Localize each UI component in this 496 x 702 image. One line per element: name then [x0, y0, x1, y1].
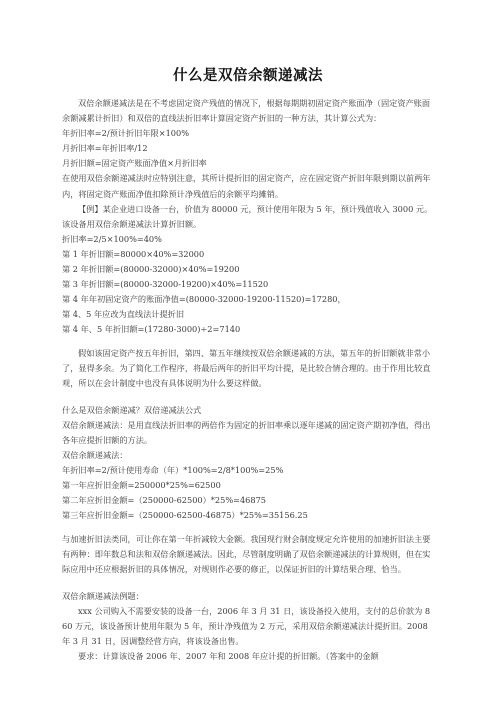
- document-body: [62, 96, 434, 664]
- paragraph-exercise: xxx 公司购入不需要安装的设备一台，2006 年 3 月 31 日，该设备投入使用，支付的总价款为 860 万元，该设备预计使用年限为 5 年，预计净残值为 2 万元，采用双倍余额递减法计提折旧。2008 年 3 月 31 日，因调整经营方向，将该设备出售。: [62, 605, 431, 647]
- subheading-exercise: 双倍余额递减法例题：: [62, 590, 144, 601]
- paragraph-example: 【例】某企业进口设备一台，价值为 80000 元，预计使用年限为 5 年，预计残值收入 3000 元。该设备用双倍余额递减法计算折旧额。: [62, 203, 433, 229]
- section-heading: 什么是双倍余额递减？双倍递减法公式: [62, 404, 202, 415]
- example-year-4-5-amount: 第 4 年、5 年折旧额=(17280-3000)÷2=7140: [62, 324, 241, 335]
- example-year-1: 第 1 年折旧额=80000×40%=32000: [62, 248, 205, 259]
- example-year-3: 第 3 年折旧额=(80000-32000-19200)×40%=11520: [62, 279, 269, 290]
- formula-monthly-rate: 月折旧率=年折旧率/12: [62, 143, 148, 154]
- example-year-4-5-method: 第 4、5 年应改为直线法计提折旧: [62, 309, 185, 320]
- paragraph-requirement: 要求：计算该设备 2006 年、2007 年和 2008 年应计提的折旧额。（答案中的金额: [78, 651, 379, 662]
- paragraph-definition: 双倍余额递减法：是用直线法折旧率的两倍作为固定的折旧率乘以逐年递减的固定资产期初净值，得出各年应提折旧额的方法。: [62, 419, 431, 445]
- example-rate: 折旧率=2/5×100%=40%: [62, 233, 162, 244]
- subheading-method: 双倍余额递减法：: [62, 450, 128, 461]
- paragraph-intro: 双倍余额递减法是在不考虑固定资产残值的情况下，根据每期期初固定资产账面净（固定资产账面余额减累计折旧）和双倍的直线法折旧率计算固定资产折旧的一种方法，其计算公式为：: [62, 98, 431, 124]
- formula-annual-rate: 年折旧率=2/预计折旧年限×100%: [62, 128, 189, 139]
- document-title: 什么是双倍余额递减法: [173, 68, 323, 84]
- example-year-4-net: 第 4 年年初固定资产的账面净值=(80000-32000-19200-11520)=17280，: [62, 294, 346, 305]
- example-year-2: 第 2 年折旧额=(80000-32000)×40%=19200: [62, 264, 240, 275]
- paragraph-accelerated: 与加速折旧法类同，可让你在第一年折减较大金额。我国现行财会制度规定允许使用的加速折旧法主要有两种：即年数总和法和双倍余额递减法。因此，尽管制度明确了双倍余额递减法的计算规则，但在实际应用中还应根据折旧的具体情况，对规则作必要的修正，以保证折旧的计算结果合理、恰当。: [62, 533, 431, 574]
- formula-year-one: 第一年应折旧金额=250000*25%=62500: [62, 480, 221, 491]
- formula-year-two: 第二年应折旧金额=（250000-62500）*25%=46875: [62, 495, 267, 506]
- paragraph-note: 在使用双倍余额递减法时应特别注意，其所计提折旧的固定资产，应在固定资产折旧年限到期以前两年内，将固定资产账面净值扣除预计净残值后的余额平均摊销。: [62, 173, 431, 199]
- formula-year-three: 第三年应折旧金额=（250000-62500-46875）*25%=35156.25: [62, 510, 308, 521]
- formula-rate-example: 年折旧率=2/预计使用寿命（年）*100%=2/8*100%=25%: [62, 465, 284, 476]
- paragraph-explanation: 假如该固定资产按五年折旧，第四、第五年继续按双倍余额递减的方法，第五年的折旧额就非常小了，显得多余。为了简化工作程序，将最后两年的折旧平均计提，是比较合情合理的。由于作用比较直观，所以在会计制度中也没有具体说明为什么要这样做。: [62, 347, 431, 388]
- formula-monthly-amount: 月折旧额=固定资产账面净值×月折旧率: [62, 158, 207, 169]
